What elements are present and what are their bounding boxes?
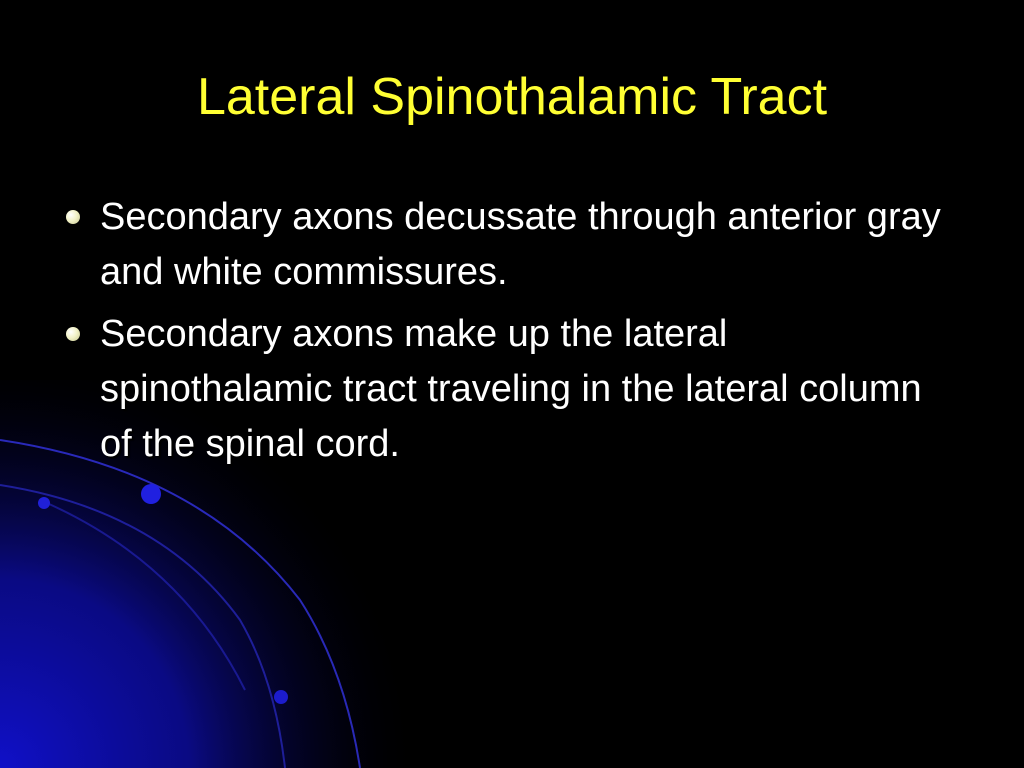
swoosh-dot-lower xyxy=(274,690,288,704)
bullet-item xyxy=(62,307,962,472)
bullet-point-icon xyxy=(66,210,80,224)
bullet-point-icon xyxy=(66,327,80,341)
swoosh-dot-small xyxy=(38,497,50,509)
bullet-text: Secondary axons make up the lateral spinothalamic tract traveling in the lateral column of the spinal cord. xyxy=(100,313,922,465)
slide-title: Lateral Spinothalamic Tract xyxy=(196,68,828,126)
bullet-item xyxy=(62,190,962,300)
swoosh-dot-large xyxy=(141,484,161,504)
bullet-text: Secondary axons decussate through anterior gray and white commissures. xyxy=(100,196,941,293)
bullet-list xyxy=(62,190,962,479)
